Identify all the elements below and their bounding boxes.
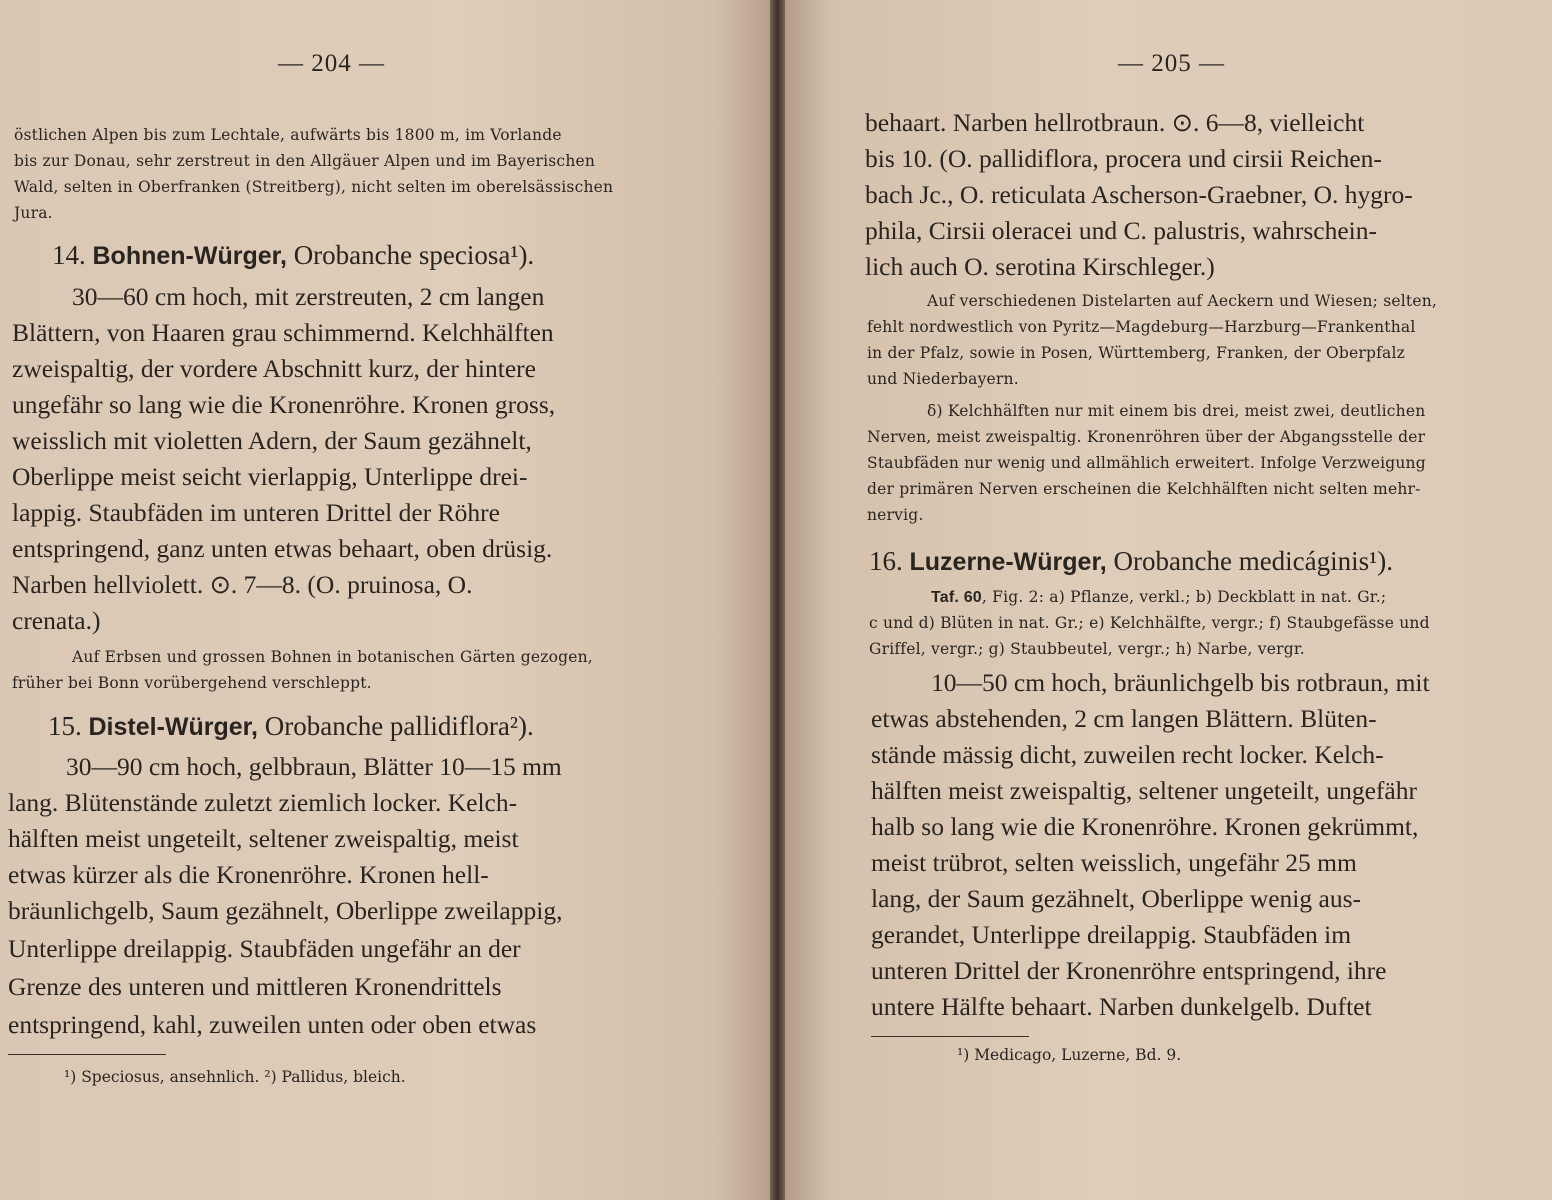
text-line: halb so lang wie die Kronenröhre. Kronen gekrümmt,	[871, 812, 1419, 841]
text-line: Griffel, vergr.; g) Staubbeutel, vergr.; h) Narbe, vergr.	[869, 640, 1305, 658]
text-line: behaart. Narben hellrotbraun. ⊙. 6—8, vielleicht	[865, 108, 1365, 137]
text-line: weisslich mit violetten Adern, der Saum gezähnelt,	[12, 426, 532, 455]
species-latin: Orobanche pallidiflora²).	[264, 711, 534, 741]
text-line: untere Hälfte behaart. Narben dunkelgelb. Duftet	[871, 992, 1372, 1021]
text-line: Wald, selten in Oberfranken (Streitberg), nicht selten im oberelsässischen	[14, 178, 614, 196]
text-line: bach Jc., O. reticulata Ascherson-Graebner, O. hygro-	[865, 180, 1413, 209]
text-line: Oberlippe meist seicht vierlappig, Unterlippe drei-	[12, 462, 528, 491]
text-line: Blättern, von Haaren grau schimmernd. Kelchhälften	[12, 318, 554, 347]
text-line: stände mässig dicht, zuweilen recht locker. Kelch-	[871, 740, 1384, 769]
text-line: Narben hellviolett. ⊙. 7—8. (O. pruinosa, O.	[12, 570, 473, 599]
species-latin: Orobanche speciosa¹).	[293, 240, 535, 270]
text-line: etwas kürzer als die Kronenröhre. Kronen hell-	[8, 860, 489, 889]
text-line: zweispaltig, der vordere Abschnitt kurz, der hintere	[12, 354, 536, 383]
text-line: der primären Nerven erscheinen die Kelchhälften nicht selten mehr-	[867, 480, 1421, 498]
text-line: δ) Kelchhälften nur mit einem bis drei, meist zwei, deutlichen	[927, 402, 1426, 420]
text-line: c und d) Blüten in nat. Gr.; e) Kelchhälfte, vergr.; f) Staubgefässe und	[869, 614, 1430, 632]
text-line: 30—60 cm hoch, mit zerstreuten, 2 cm langen	[72, 282, 545, 311]
species-heading-15	[48, 711, 534, 742]
text-line: etwas abstehenden, 2 cm langen Blättern. Blüten-	[871, 704, 1377, 733]
species-name: Luzerne-Würger,	[909, 548, 1107, 576]
species-name: Bohnen-Würger,	[92, 242, 287, 270]
species-number: 14.	[52, 240, 86, 270]
text-line: fehlt nordwestlich von Pyritz—Magdeburg—Harzburg—Frankenthal	[867, 318, 1416, 336]
text-line: bis zur Donau, sehr zerstreut in den Allgäuer Alpen und im Bayerischen	[14, 152, 596, 170]
footnote-rule	[871, 1036, 1029, 1037]
page-number-204: — 204 —	[278, 50, 385, 77]
book-gutter	[770, 0, 785, 1200]
footnote: ¹) Medicago, Luzerne, Bd. 9.	[957, 1046, 1182, 1064]
text-line: nervig.	[867, 506, 924, 524]
text-line: östlichen Alpen bis zum Lechtale, aufwärts bis 1800 m, im Vorlande	[14, 126, 562, 144]
text-line: und Niederbayern.	[867, 370, 1019, 388]
text-line: entspringend, kahl, zuweilen unten oder oben etwas	[8, 1010, 537, 1039]
text-line: gerandet, Unterlippe dreilappig. Staubfäden im	[871, 920, 1352, 949]
text-line: 10—50 cm hoch, bräunlichgelb bis rotbraun, mit	[931, 668, 1430, 697]
text-line: phila, Cirsii oleracei und C. palustris, wahrschein-	[865, 216, 1378, 245]
species-name: Distel-Würger,	[88, 713, 258, 741]
text-line: lich auch O. serotina Kirschleger.)	[865, 252, 1215, 281]
text-line: unteren Drittel der Kronenröhre entspringend, ihre	[871, 956, 1387, 985]
species-heading-16	[869, 546, 1393, 577]
figure-reference	[931, 588, 1386, 607]
species-heading-14	[52, 240, 534, 271]
text-line: in der Pfalz, sowie in Posen, Württemberg, Franken, der Oberpfalz	[867, 344, 1406, 362]
species-number: 15.	[48, 711, 82, 741]
footnote: ¹) Speciosus, ansehnlich. ²) Pallidus, bleich.	[64, 1068, 406, 1086]
text-line: hälften meist zweispaltig, seltener ungeteilt, ungefähr	[871, 776, 1417, 805]
text-line: Staubfäden nur wenig und allmählich erweitert. Infolge Verzweigung	[867, 454, 1426, 472]
text-line: Unterlippe dreilappig. Staubfäden ungefähr an der	[8, 934, 521, 963]
species-latin: Orobanche medicáginis¹).	[1113, 546, 1393, 576]
text-line: bis 10. (O. pallidiflora, procera und cirsii Reichen-	[865, 144, 1382, 173]
text-line: Grenze des unteren und mittleren Kronendrittels	[8, 972, 502, 1001]
text-line: früher bei Bonn vorübergehend verschleppt.	[12, 674, 372, 692]
text-line: 30—90 cm hoch, gelbbraun, Blätter 10—15 mm	[66, 752, 562, 781]
text-line: lappig. Staubfäden im unteren Drittel der Röhre	[12, 498, 500, 527]
right-page	[785, 0, 1552, 1200]
text-line: ungefähr so lang wie die Kronenröhre. Kronen gross,	[12, 390, 556, 419]
species-number: 16.	[869, 546, 903, 576]
footnote-rule	[8, 1054, 166, 1055]
text-line: Jura.	[14, 204, 53, 222]
plate-number: Taf. 60	[931, 589, 982, 606]
text-line: Auf Erbsen und grossen Bohnen in botanischen Gärten gezogen,	[72, 648, 593, 666]
text-line: bräunlichgelb, Saum gezähnelt, Oberlippe zweilappig,	[8, 896, 563, 925]
text-line: hälften meist ungeteilt, seltener zweispaltig, meist	[8, 824, 519, 853]
text-line: Nerven, meist zweispaltig. Kronenröhren über der Abgangsstelle der	[867, 428, 1426, 446]
page-number-205: — 205 —	[1118, 50, 1225, 77]
text-line: entspringend, ganz unten etwas behaart, oben drüsig.	[12, 534, 553, 563]
text-line: Auf verschiedenen Distelarten auf Aeckern und Wiesen; selten,	[927, 292, 1438, 310]
text-line: lang. Blütenstände zuletzt ziemlich locker. Kelch-	[8, 788, 518, 817]
figure-caption: , Fig. 2: a) Pflanze, verkl.; b) Deckblatt in nat. Gr.;	[981, 588, 1387, 606]
left-page	[0, 0, 770, 1200]
text-line: meist trübrot, selten weisslich, ungefähr 25 mm	[871, 848, 1357, 877]
text-line: lang, der Saum gezähnelt, Oberlippe wenig aus-	[871, 884, 1362, 913]
text-line: crenata.)	[12, 606, 101, 635]
